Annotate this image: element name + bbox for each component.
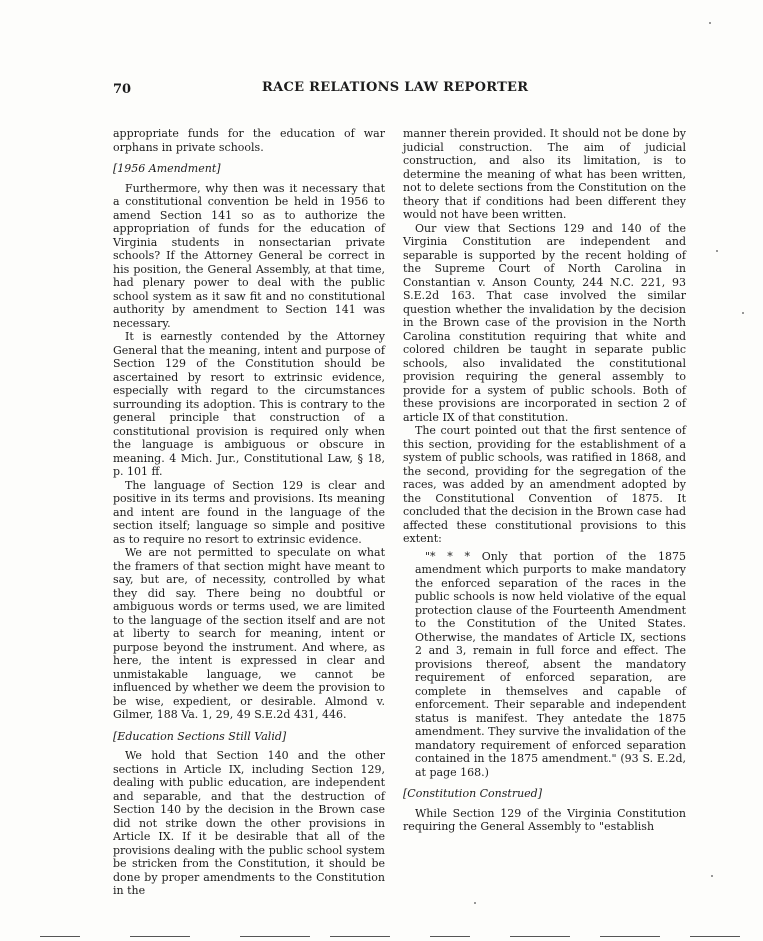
left-paragraph-2: Furthermore, why then was it necessary that a constitutional convention be held in 1956 to amend Section 141 so as to authorize the appropriation of funds for the education of Virginia students in nonsectarian private schools? If the Attorney General be correct in his position, the General Assembly, at that time, had plenary power to deal with the public school system as it saw fit and no constitutional authority by amendment to Section 141 was necessary. [113,181,385,330]
right-paragraph-2: Our view that Sections 129 and 140 of the Virginia Constitution are independent and separable is supported by the recent holding of the Supreme Court of North Carolina in Constantian v. Anson County, 244 N.C. 221, 93 S.E.2d 163. That case involved the similar question whether the invalidation by the decision in the Brown case of the provision in the North Carolina constitution requiring that white and colored children be taught in separate public schools, also invalidated the constitutional provision requiring the general assembly to provide for a system of public schools. Both of these provisions are incorporated in section 2 of article IX of that constitution. [403,221,686,424]
left-paragraph-6: We hold that Section 140 and the other sections in Article IX, including Section 129, dealing with public education, are independent and separable, and that the destruction of Section 140 by the decision in the Brown case did not strike down the other provisions in Article IX. If it be desirable that all of the provisions dealing with the public school system be stricken from the Constitution, it should be done by proper amendments to the Constitution in the [113,749,385,897]
page-number: 70 [113,82,132,97]
section-heading-1956-amendment: [1956 Amendment] [113,162,221,175]
section-heading-constitution-construed: [Constitution Construed] [403,787,543,800]
scan-artifact-line [330,936,390,937]
scan-speck [742,312,744,314]
left-paragraph-1: appropriate funds for the education of war orphans in private schools. [113,127,385,154]
section-heading-education-sections: [Education Sections Still Valid] [113,729,287,743]
scan-artifact-line [130,936,190,937]
left-paragraph-4: The language of Section 129 is clear and positive in its terms and provisions. Its meaning and intent are found in the language of the section itself; language so simple and positive as to require no resort to extrinsic evidence. [113,478,385,546]
scan-artifact-line [430,936,470,937]
scan-speck [474,902,476,904]
left-paragraph-5: We are not permitted to speculate on what the framers of that section might have meant to say, but are, of necessity, controlled by what they did say. There being no doubtful or ambiguous words or terms used, we are limited to the language of the section itself and are not at liberty to search for meaning, intent or purpose beyond the instrument. And where, as here, the intent is expressed in clear and unmistakable language, we cannot be influenced by whether we deem the provision to be wise, expedient, or desirable. Almond v. Gilmer, 188 Va. 1, 29, 49 S.E.2d 431, 446. [113,546,385,721]
right-paragraph-4: While Section 129 of the Virginia Constitution requiring the General Assembly to "establish [403,806,686,833]
scan-artifact-line [40,936,80,937]
left-column [113,127,385,898]
scan-speck [716,250,718,252]
quotation-text: "* * * Only that portion of the 1875 amendment which purports to make mandatory the enforced separation of the races in the public schools is now held violative of the equal protection clause of the Fourteenth Amendment to the Constitution of the United States. Otherwise, the mandates of Article IX, sections 2 and 3, remain in full force and effect. The provisions thereof, absent the mandatory requirement of enforced separation, are complete in themselves and capable of enforcement. Their separable and independent status is manifest. They antedate the 1875 amendment. They survive the invalidation of the mandatory requirement of enforced separation contained in the 1875 amendment." (93 S. E.2d, at page 168.) [415,549,686,779]
scan-artifact-line [510,936,570,937]
scan-artifact-line [240,936,310,937]
block-quotation [415,550,686,780]
scan-speck [711,875,713,877]
scan-artifact-line [690,936,740,937]
scan-speck [709,22,711,24]
right-paragraph-3: The court pointed out that the first sentence of this section, providing for the establishment of a system of public schools, was ratified in 1868, and the second, providing for the segregation of the races, was added by an amendment adopted by the Constitutional Convention of 1875. It concluded that the decision in the Brown case had affected these constitutional provisions to this extent: [403,424,686,545]
scan-artifact-line [600,936,660,937]
running-head: RACE RELATIONS LAW REPORTER [262,80,529,95]
left-paragraph-3: It is earnestly contended by the Attorney General that the meaning, intent and purpose of Section 129 of the Constitution should be ascertained by resort to extrinsic evidence, especially with regard to the circumstances surrounding its adoption. This is contrary to the general principle that construction of a constitutional provision is required only when the language is ambiguous or obscure in meaning. 4 Mich. Jur., Constitutional Law, § 18, p. 101 ff. [113,330,385,478]
right-paragraph-1: manner therein provided. It should not be done by judicial construction. The aim of judicial construction, and also its limitation, is to determine the meaning of what has been written, not to delete sections from the Constitution on the theory that if conditions had been different they would not have been written. [403,127,686,221]
right-column [403,127,686,834]
